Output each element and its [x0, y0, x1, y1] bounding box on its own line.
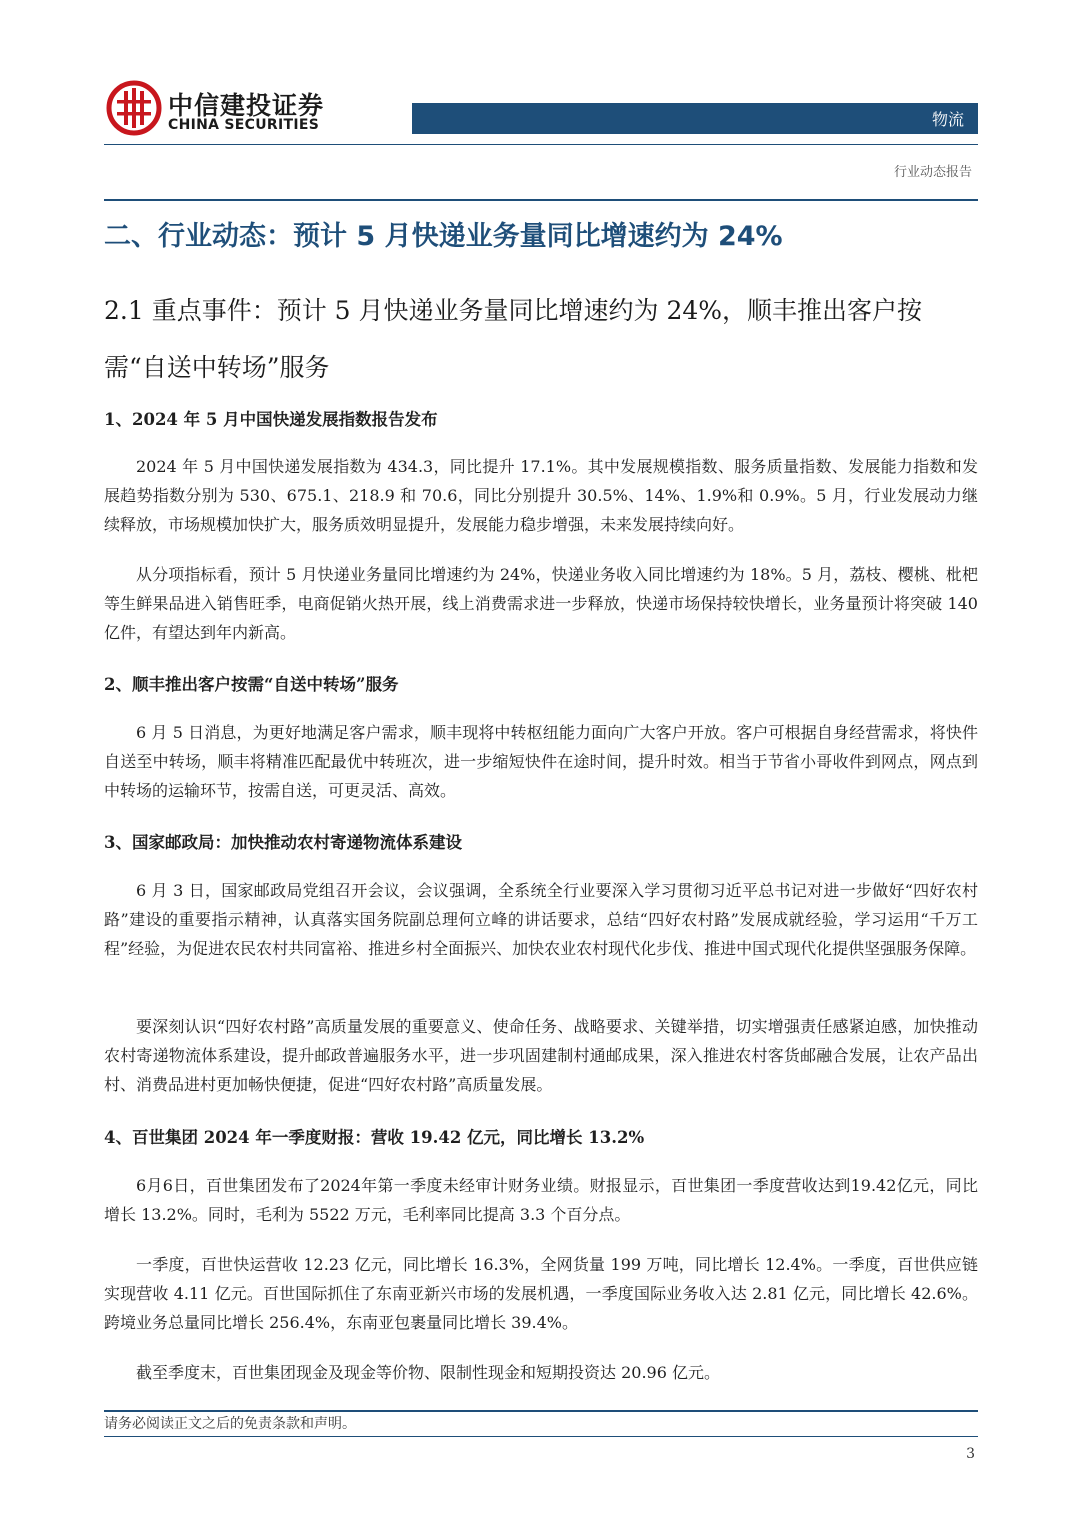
header-divider	[104, 144, 978, 145]
disclaimer-text: 请务必阅读正文之后的免责条款和声明。	[104, 1416, 356, 1432]
item-1-paragraph-2: 从分项指标看，预计 5 月快递业务量同比增速约为 24%，快递业务收入同比增速约为 18%。5 月，荔枝、樱桃、枇杷等生鲜果品进入销售旺季，电商促销火热开展，线上消费需求进一步释放，快递市场保持较快增长，业务量预计将突破 140 亿件，有望达到年内新高。	[104, 565, 978, 642]
subsection-title: 2.1 重点事件：预计 5 月快递业务量同比增速约为 24%，顺丰推出客户按需“自送中转场”服务	[104, 296, 923, 382]
report-type-label: 行业动态报告	[893, 165, 972, 180]
section-title: 二、行业动态：预计 5 月快递业务量同比增速约为 24%	[104, 221, 783, 252]
citic-logo-icon	[106, 80, 162, 136]
item-2-paragraph-1: 6 月 5 日消息，为更好地满足客户需求，顺丰现将中转枢纽能力面向广大客户开放。客户可根据自身经营需求，将快件自送至中转场，顺丰将精准匹配最优中转班次，进一步缩短快件在途时间，提升时效。相当于节省小哥收件到网点，网点到中转场的运输环节，按需自送，可更灵活、高效。	[104, 723, 978, 800]
industry-banner	[412, 103, 978, 134]
company-logo	[106, 80, 346, 140]
header-divider-thick	[104, 199, 978, 201]
footer-divider	[104, 1410, 978, 1412]
item-4-paragraph-3: 截至季度末，百世集团现金及现金等价物、限制性现金和短期投资达 20.96 亿元。	[136, 1363, 720, 1382]
item-heading-4: 4、百世集团 2024 年一季度财报：营收 19.42 亿元，同比增长 13.2%	[104, 1128, 645, 1147]
footer-divider-thin	[104, 1436, 978, 1437]
logo-english-name: CHINA SECURITIES	[168, 117, 320, 133]
item-4-paragraph-1: 6月6日，百世集团发布了2024年第一季度未经审计财务业绩。财报显示，百世集团一季度营收达到19.42亿元，同比增长 13.2%。同时，毛利为 5522 万元，毛利率同比提高 3.3 个百分点。	[104, 1176, 978, 1224]
item-4-paragraph-2: 一季度，百世快运营收 12.23 亿元，同比增长 16.3%，全网货量 199 万吨，同比增长 12.4%。一季度，百世供应链实现营收 4.11 亿元。百世国际抓住了东南亚新兴市场的发展机遇，一季度国际业务收入达 2.81 亿元，同比增长 42.6%。跨境业务总量同比增长 256.4%，东南亚包裹量同比增长 39.4%。	[104, 1255, 978, 1332]
logo-chinese-name: 中信建投证券	[168, 91, 325, 120]
item-1-paragraph-1: 2024 年 5 月中国快递发展指数为 434.3，同比提升 17.1%。其中发展规模指数、服务质量指数、发展能力指数和发展趋势指数分别为 530、675.1、218.9 和 70.6，同比分别提升 30.5%、14%、1.9%和 0.9%。5 月，行业发展动力继续释放，市场规模加快扩大，服务质效明显提升，发展能力稳步增强，未来发展持续向好。	[104, 457, 978, 534]
item-3-paragraph-2: 要深刻认识“四好农村路”高质量发展的重要意义、使命任务、战略要求、关键举措，切实增强责任感紧迫感，加快推动农村寄递物流体系建设，提升邮政普遍服务水平，进一步巩固建制村通邮成果，深入推进农村客货邮融合发展，让农产品出村、消费品进村更加畅快便捷，促进“四好农村路”高质量发展。	[104, 1017, 978, 1094]
item-3-paragraph-1: 6 月 3 日，国家邮政局党组召开会议，会议强调，全系统全行业要深入学习贯彻习近平总书记对进一步做好“四好农村路”建设的重要指示精神，认真落实国务院副总理何立峰的讲话要求，总结“四好农村路”发展成就经验，学习运用“千万工程”经验，为促进农民农村共同富裕、推进乡村全面振兴、加快农业农村现代化步伐、推进中国式现代化提供坚强服务保障。	[104, 881, 978, 958]
item-heading-1: 1、2024 年 5 月中国快递发展指数报告发布	[104, 410, 438, 429]
item-heading-3: 3、国家邮政局：加快推动农村寄递物流体系建设	[104, 833, 462, 852]
page-number: 3	[966, 1446, 975, 1462]
industry-label: 物流	[931, 110, 964, 129]
item-heading-2: 2、顺丰推出客户按需“自送中转场”服务	[104, 675, 399, 694]
